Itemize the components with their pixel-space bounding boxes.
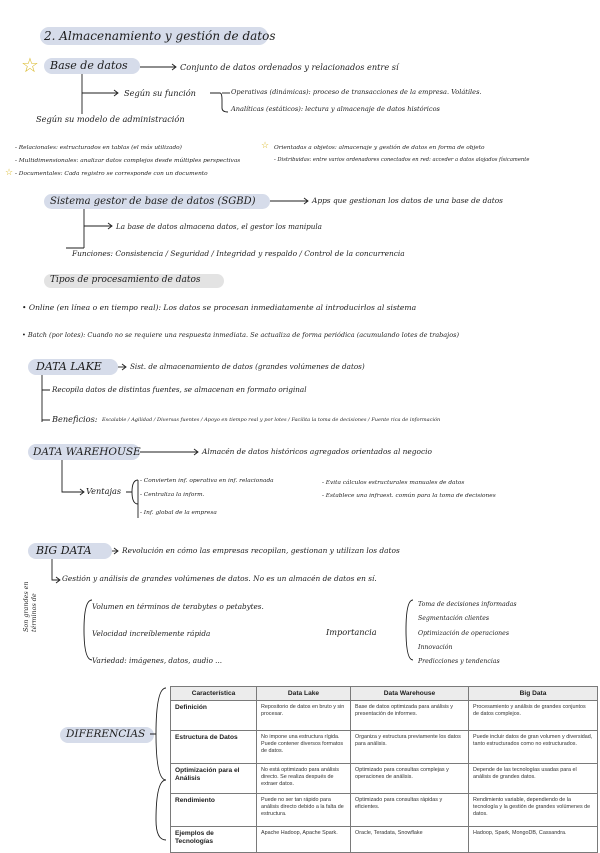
importancia-item: Segmentación clientes — [418, 615, 490, 622]
table-cell: Base de datos optimizada para análisis y presentación de informes. — [351, 701, 469, 731]
data-lake-beneficios: Escalable / Agilidad / Diversas fuentes / Apoyo en tiempo real y por lotes / Facilita la toma de decisiones / Fuente rica de información — [102, 417, 441, 423]
table-cell: Hadoop, Spark, MongoDB, Cassandra. — [469, 827, 598, 853]
importancia-item: Predicciones y tendencias — [418, 658, 500, 665]
importancia-item: Toma de decisiones informadas — [418, 601, 517, 608]
big-data-heading: BIG DATA — [36, 544, 92, 557]
table-row — [171, 731, 598, 764]
relacionales: - Relacionales: estructurados en tablas (el más utilizado) — [15, 145, 182, 151]
ventajas-label: Ventajas — [86, 486, 122, 496]
sgbd-apps: Apps que gestionan los datos de una base de datos — [312, 196, 503, 205]
importancia-label: Importancia — [326, 627, 377, 637]
procesamiento-heading: Tipos de procesamiento de datos — [50, 275, 201, 285]
row-header: Ejemplos de Tecnologías — [171, 827, 257, 853]
diferencias-label: DIFERENCIAS — [66, 728, 146, 740]
table-cell: Oracle, Teradata, Snowflake — [351, 827, 469, 853]
data-lake-heading: DATA LAKE — [36, 360, 102, 373]
page-title: 2. Almacenamiento y gestión de datos — [44, 29, 276, 43]
segun-funcion: Según su función — [124, 88, 196, 98]
big-data-definition: Revolución en cómo las empresas recopilan, gestionan y utilizan los datos — [122, 546, 400, 555]
termino-item: Variedad: imágenes, datos, audio ... — [92, 656, 223, 665]
base-datos-definition: Conjunto de datos ordenados y relacionados entre sí — [180, 62, 399, 72]
orientadas: Orientadas a objetos: almacenaje y gestión de datos en forma de objeto — [274, 145, 485, 151]
table-row — [171, 764, 598, 794]
data-lake-recopila: Recopila datos de distintas fuentes, se almacenan en formato original — [52, 385, 307, 394]
table-cell: Optimizado para consultas complejas y operaciones de análisis. — [351, 764, 469, 794]
data-warehouse-definition: Almacén de datos históricos agregados orientados al negocio — [202, 447, 432, 456]
ventaja-item: - Inf. global de la empresa — [140, 510, 217, 516]
data-lake-beneficios-label: Beneficios: — [52, 414, 98, 424]
table-cell: Puede no ser tan rápido para análisis directo debido a la falta de estructura. — [257, 794, 351, 827]
row-header: Optimización para el Análisis — [171, 764, 257, 794]
big-data-side-label: Son grandes en términos de — [22, 581, 39, 632]
multidimensionales: - Multidimensionales: analizar datos complejos desde múltiples perspectivas — [15, 158, 241, 164]
star-icon: ☆ — [21, 53, 39, 77]
documentales: - Documentales: Cada registro se corresponde con un documento — [15, 171, 208, 177]
ventaja-item: - Centraliza la inform. — [140, 492, 205, 498]
ventaja-item: - Evita cálculos estructurales manuales de datos — [322, 480, 465, 486]
segun-modelo: Según su modelo de administración — [36, 114, 185, 124]
termino-item: Volumen en términos de terabytes o petabytes. — [92, 602, 264, 611]
importancia-item: Optimización de operaciones — [418, 630, 509, 637]
table-cell: Optimizado para consultas rápidas y eficientes. — [351, 794, 469, 827]
star-icon: ☆ — [261, 141, 270, 151]
table-row — [171, 701, 598, 731]
table-header-row — [171, 687, 598, 701]
table-cell: Puede incluir datos de gran volumen y diversidad, tanto estructurados como no estructurados. — [469, 731, 598, 764]
sgbd-funciones: Funciones: Consistencia / Seguridad / Integridad y respaldo / Control de la concurrencia — [72, 249, 405, 258]
table-cell: Organiza y estructura previamente los datos para análisis. — [351, 731, 469, 764]
row-header: Definición — [171, 701, 257, 731]
data-lake-definition: Sist. de almacenamiento de datos (grandes volúmenes de datos) — [130, 362, 365, 371]
header-cell: Data Warehouse — [351, 687, 469, 701]
table-cell: No está optimizado para análisis directo. Se realiza después de extraer datos. — [257, 764, 351, 794]
table-cell: Procesamiento y análisis de grandes conjuntos de datos complejos. — [469, 701, 598, 731]
sgbd-almacena: La base de datos almacena datos, el gestor los manipula — [116, 222, 322, 231]
table-row — [171, 827, 598, 853]
operativas: Operativas (dinámicas): proceso de transacciones de la empresa. Volátiles. — [231, 88, 482, 96]
ventaja-item: - Establece una infraest. común para la toma de decisiones — [322, 493, 496, 499]
table-cell: Depende de las tecnologías usadas para el análisis de grandes datos. — [469, 764, 598, 794]
sgbd-heading: Sistema gestor de base de datos (SGBD) — [50, 196, 256, 207]
star-icon: ☆ — [5, 168, 14, 178]
table-cell: No impone una estructura rígida. Puede contener diversos formatos de datos. — [257, 731, 351, 764]
row-header: Estructura de Datos — [171, 731, 257, 764]
table-cell: Apache Hadoop, Apache Spark. — [257, 827, 351, 853]
table-row — [171, 794, 598, 827]
distribuidas: - Distribuidas: entre varios ordenadores conectados en red: acceder a datos alojados físicamente — [274, 157, 530, 163]
header-cell: Data Lake — [257, 687, 351, 701]
termino-item: Velocidad increíblemente rápida — [92, 629, 211, 638]
header-cell: Big Data — [469, 687, 598, 701]
header-cell: Característica — [171, 687, 257, 701]
table-cell: Repositorio de datos en bruto y sin procesar. — [257, 701, 351, 731]
procesamiento-online: • Online (en línea o en tiempo real): Los datos se procesan inmediatamente al introducirlos al sistema — [22, 303, 417, 312]
row-header: Rendimiento — [171, 794, 257, 827]
data-warehouse-heading: DATA WAREHOUSE — [33, 446, 141, 458]
table-cell: Rendimiento variable, dependiendo de la tecnología y la gestión de grandes volúmenes de datos. — [469, 794, 598, 827]
procesamiento-batch: • Batch (por lotes): Cuando no se requiere una respuesta inmediata. Se actualiza de forma periódica (acumulando lotes de trabajos) — [22, 331, 459, 339]
analiticas: Analíticas (estáticos): lectura y almacenaje de datos históricos — [231, 105, 440, 113]
comparison-table — [170, 686, 598, 853]
big-data-gestion: Gestión y análisis de grandes volúmenes de datos. No es un almacén de datos en sí. — [62, 574, 377, 583]
base-datos-heading: Base de datos — [50, 59, 128, 72]
importancia-item: Innovación — [418, 644, 453, 651]
ventaja-item: - Convierten inf. operativa en inf. relacionada — [140, 478, 274, 484]
